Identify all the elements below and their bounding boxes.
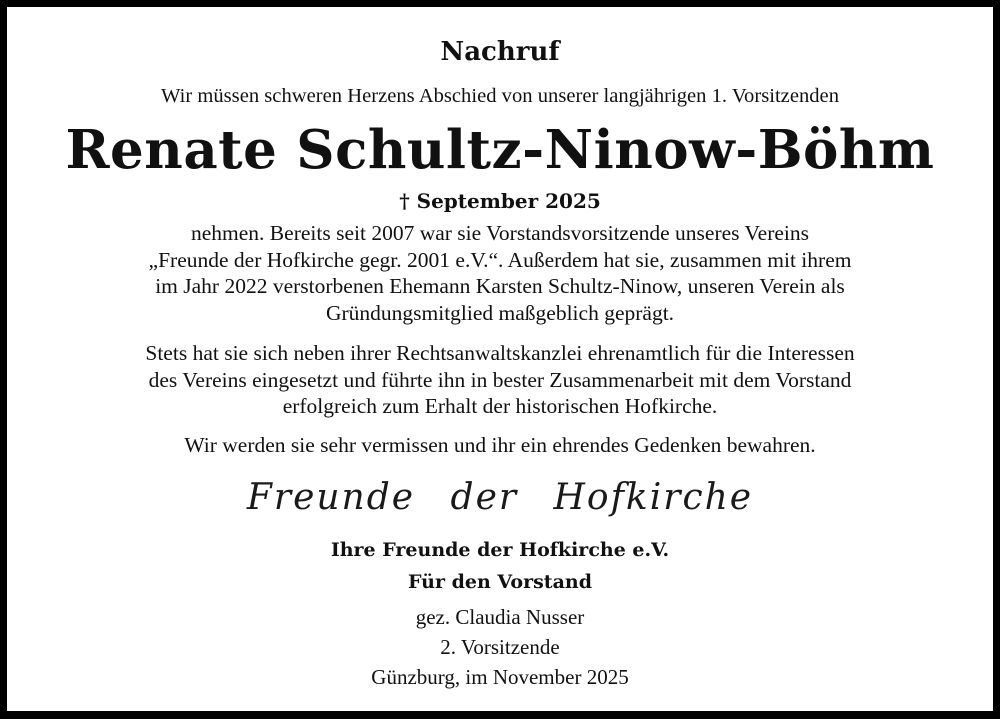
paragraph-line: nehmen. Bereits seit 2007 war sie Vorstandsvorsitzende unseres Vereins	[191, 221, 809, 245]
signature-name: gez. Claudia Nusser	[415, 605, 585, 629]
notice-title: Nachruf	[440, 37, 560, 67]
deceased-name: Renate Schultz-Ninow-Böhm	[65, 119, 935, 181]
signature-role: 2. Vorsitzende	[440, 635, 560, 659]
cross-icon: †	[399, 189, 410, 213]
intro-text: Wir müssen schweren Herzens Abschied von unserer langjährigen 1. Vorsitzenden	[160, 85, 840, 107]
paragraph-line: erfolgreich zum Erhalt der historischen Hofkirche.	[282, 394, 718, 418]
signature-on-behalf: Für den Vorstand	[408, 571, 592, 593]
paragraph-line: „Freunde der Hofkirche gegr. 2001 e.V.“. Außerdem hat sie, zusammen mit ihrem	[148, 247, 852, 272]
paragraph-line: im Jahr 2022 verstorbenen Ehemann Karsten Schultz-Ninow, unseren Verein als	[155, 274, 845, 298]
association-logo-text: Freunde der Hofkirche	[246, 477, 754, 518]
signature-organization: Ihre Freunde der Hofkirche e.V.	[330, 539, 670, 561]
signature-place-date: Günzburg, im November 2025	[371, 665, 629, 689]
paragraph-engagement	[7, 340, 993, 420]
paragraph-closing	[7, 432, 993, 459]
death-date: September 2025	[416, 189, 601, 213]
paragraph-line: Gründungsmitglied maßgeblich geprägt.	[325, 300, 675, 325]
paragraph-line: des Vereins eingesetzt und führte ihn in bester Zusammenarbeit mit dem Vorstand	[148, 367, 852, 392]
paragraph-line: Stets hat sie sich neben ihrer Rechtsanwaltskanzlei ehrenamtlich für die Interessen	[145, 341, 855, 365]
paragraph-line: Wir werden sie sehr vermissen und ihr ein ehrendes Gedenken bewahren.	[184, 433, 816, 457]
obituary-notice	[7, 7, 993, 711]
death-date-line	[7, 189, 993, 213]
paragraph-biography	[7, 220, 993, 326]
